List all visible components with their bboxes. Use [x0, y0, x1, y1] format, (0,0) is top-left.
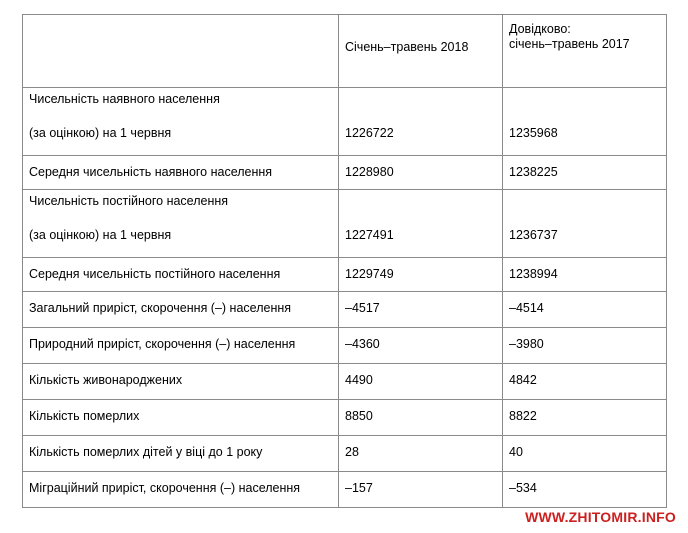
header-reference-label: Довідково:: [509, 22, 571, 36]
row-value-2017: 8822: [503, 400, 667, 436]
header-period-2018: [339, 15, 503, 88]
row-label: Кількість живонароджених: [23, 364, 339, 400]
row-value-2018: 4490: [339, 364, 503, 400]
table-row: [23, 364, 667, 400]
row-value-2018: 8850: [339, 400, 503, 436]
row-value-2017: 4842: [503, 364, 667, 400]
row-value-2018: 1226722: [339, 88, 503, 156]
table-row: [23, 436, 667, 472]
table-row: [23, 400, 667, 436]
row-value-2018: 1228980: [339, 156, 503, 190]
header-indicator: [23, 15, 339, 88]
row-value-2018: 1227491: [339, 190, 503, 258]
row-value-2018: 28: [339, 436, 503, 472]
header-period-2017: [503, 15, 667, 88]
table-row: [23, 472, 667, 508]
row-value-2018: –4360: [339, 328, 503, 364]
row-value-2017: –534: [503, 472, 667, 508]
row-value-2017: 1236737: [503, 190, 667, 258]
row-value-2017: –4514: [503, 292, 667, 328]
table-row: [23, 292, 667, 328]
row-label: Чисельність наявного населення (за оцінкою) на 1 червня: [23, 88, 339, 156]
row-value-2018: 1229749: [339, 258, 503, 292]
row-label: Середня чисельність постійного населення: [23, 258, 339, 292]
row-label: Чисельність постійного населення (за оцінкою) на 1 червня: [23, 190, 339, 258]
header-period-2018-label: Січень–травень 2018: [345, 40, 469, 54]
table-row: [23, 88, 667, 156]
table-row: [23, 156, 667, 190]
row-value-2017: 1238225: [503, 156, 667, 190]
row-label: Загальний приріст, скорочення (–) населення: [23, 292, 339, 328]
row-label: Середня чисельність наявного населення: [23, 156, 339, 190]
table-row: [23, 258, 667, 292]
row-value-2018: –4517: [339, 292, 503, 328]
row-label: Кількість померлих: [23, 400, 339, 436]
table-row: [23, 328, 667, 364]
row-value-2017: 1238994: [503, 258, 667, 292]
site-watermark: WWW.ZHITOMIR.INFO: [525, 509, 676, 525]
row-value-2017: –3980: [503, 328, 667, 364]
table-row: [23, 190, 667, 258]
header-period-2017-label: січень–травень 2017: [509, 37, 630, 51]
row-value-2017: 40: [503, 436, 667, 472]
row-label: Природний приріст, скорочення (–) населення: [23, 328, 339, 364]
row-label: Кількість померлих дітей у віці до 1 року: [23, 436, 339, 472]
population-stats-table: [22, 14, 667, 508]
row-value-2018: –157: [339, 472, 503, 508]
row-value-2017: 1235968: [503, 88, 667, 156]
row-label: Міграційний приріст, скорочення (–) населення: [23, 472, 339, 508]
table-header-row: [23, 15, 667, 88]
